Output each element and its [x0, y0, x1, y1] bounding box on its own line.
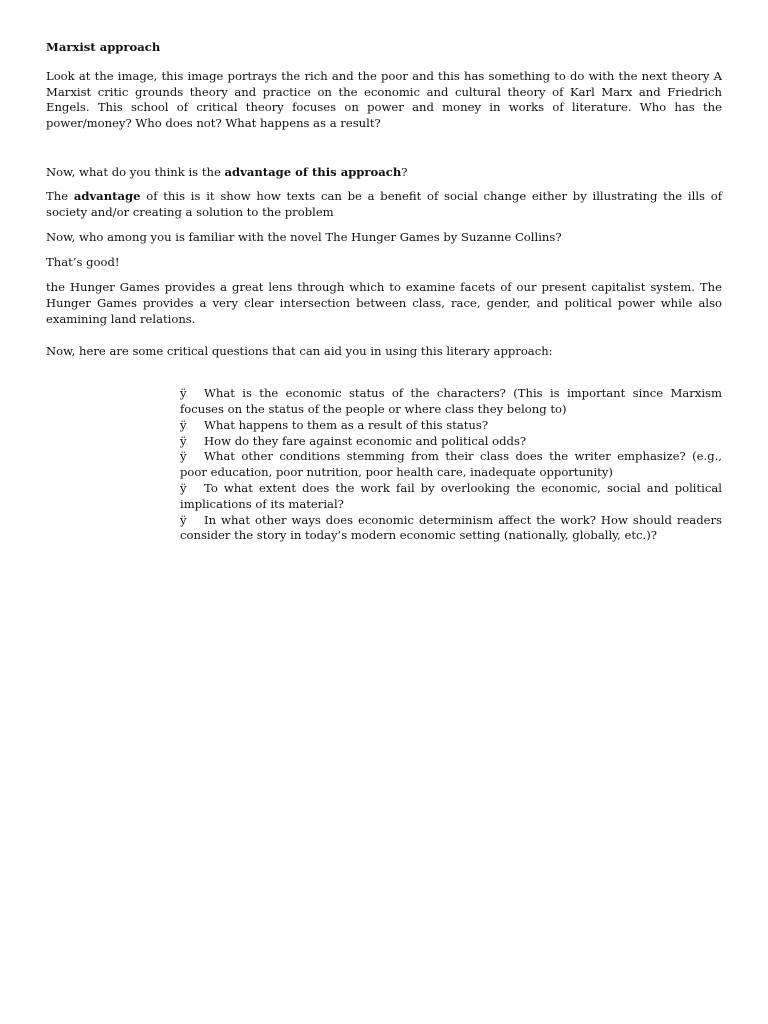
bullet-glyph: ÿ: [180, 433, 187, 448]
advantage-question-suffix: ?: [401, 164, 408, 179]
list-item: [180, 513, 722, 545]
bullet-glyph: ÿ: [180, 386, 187, 401]
advantage-answer-prefix: The: [46, 188, 74, 203]
list-item: [180, 481, 722, 513]
hunger-games-paragraph: the Hunger Games provides a great lens through which to examine facets of our present capitalist system. The Hunger Games provides a very clear intersection between class, race, gender, and political power while also examining land relations.: [46, 279, 722, 326]
bullet-glyph: ÿ: [180, 449, 187, 464]
advantage-answer-bold: advantage: [73, 188, 141, 203]
advantage-question-bold: advantage of this approach: [224, 164, 402, 179]
bullet-glyph: ÿ: [180, 480, 187, 495]
thats-good-line: That’s good!: [46, 255, 120, 270]
section-heading: Marxist approach: [46, 40, 161, 54]
question-text: What happens to them as a result of this status?: [204, 417, 489, 432]
document-page: [46, 40, 722, 544]
list-item: [180, 386, 722, 418]
question-text: How do they fare against economic and political odds?: [204, 433, 527, 448]
advantage-answer: [46, 189, 722, 221]
advantage-answer-suffix: of this is it show how texts can be a benefit of social change either by illustrating the ills of society and/or creating a solution to the problem: [46, 188, 723, 219]
intro-paragraph: Look at the image, this image portrays the rich and the poor and this has something to do with the next theory A Marxist critic grounds theory and practice on the economic and cultural theory of Karl Marx and Friedrich Engels. This school of critical theory focuses on power and money in works of literature. Who has the power/money? Who does not? What happens as a result?: [46, 68, 722, 131]
question-text: What is the economic status of the characters? (This is important since Marxism focuses on the status of the people or where class they belong to): [180, 386, 722, 416]
hunger-games-question: Now, who among you is familiar with the novel The Hunger Games by Suzanne Collins?: [46, 230, 562, 245]
question-text: What other conditions stemming from their class does the writer emphasize? (e.g., poor education, poor nutrition, poor health care, inadequate opportunity): [180, 449, 722, 480]
bullet-glyph: ÿ: [180, 417, 187, 432]
bullet-glyph: ÿ: [180, 512, 187, 527]
advantage-question: [46, 165, 722, 181]
critical-questions-list: [180, 386, 722, 544]
question-text: To what extent does the work fail by overlooking the economic, social and political implications of its material?: [180, 480, 722, 511]
list-item: [180, 418, 722, 434]
advantage-question-prefix: Now, what do you think is the: [46, 164, 225, 179]
critical-questions-intro: Now, here are some critical questions that can aid you in using this literary approach:: [46, 344, 553, 359]
list-item: [180, 434, 722, 450]
question-text: In what other ways does economic determinism affect the work? How should readers consider the story in today’s modern economic setting (nationally, globally, etc.)?: [180, 512, 722, 543]
list-item: [180, 449, 722, 481]
